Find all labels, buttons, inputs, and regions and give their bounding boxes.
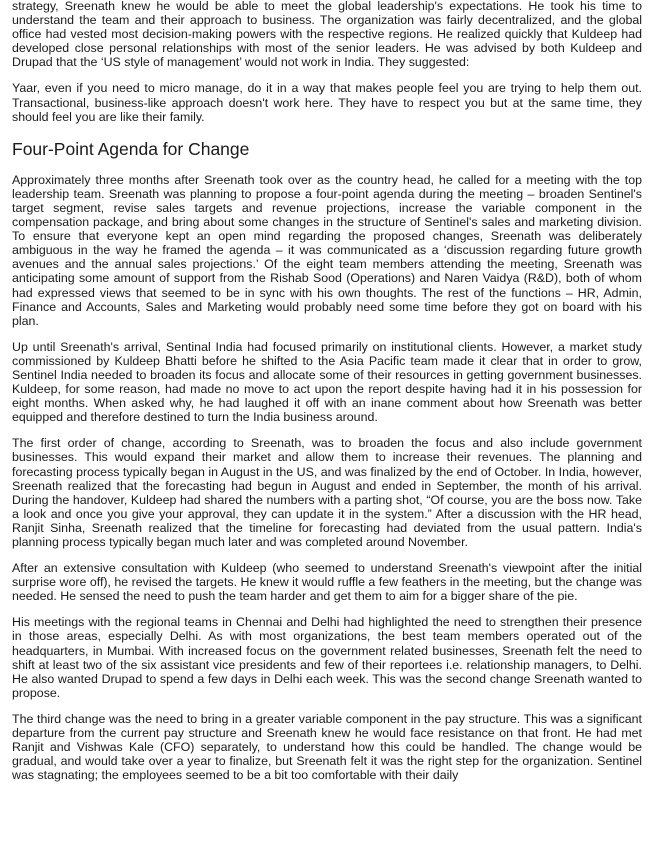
paragraph-clients: Up until Sreenath's arrival, Sentinal India had focused primarily on institutional clients. However, a market study commissioned by Kuldeep Bhatti before he shifted to the Asia Pacific team made it clear that in order to grow, Sentinel India needed to broaden its focus and allocate some of their resources in getting government businesses. Kuldeep, for some reason, had made no move to act upon the report despite having had it in his possession for eight months. When asked why, he had laughed it off with an inane comment about how Sreenath was better equipped and therefore destined to turn the India business around.: [12, 339, 642, 425]
paragraph-targets: After an extensive consultation with Kuldeep (who seemed to understand Sreenath's viewpoint after the initial surprise wore off), he revised the targets. He knew it would ruffle a few feathers in the meeting, but the change was needed. He sensed the need to push the team harder and get them to aim for a bigger share of the pie.: [12, 561, 642, 604]
document-page: [12, 0, 642, 794]
paragraph-strategy: strategy, Sreenath knew he would be able to meet the global leadership's expectations. He took his time to understand the team and their approach to business. The organization was fairly decentralized, and the global office had vested most decision-making powers with the respective regions. He realized quickly that Kuldeep had developed close personal relationships with most of the senior leaders. He was advised by both Kuldeep and Drupad that the ‘US style of management’ would not work in India. They suggested:: [12, 0, 642, 70]
paragraph-third-change: The third change was the need to bring in a greater variable component in the pay structure. This was a significant departure from the current pay structure and Sreenath knew he would face resistance on that front. He had met Ranjit and Vishwas Kale (CFO) separately, to understand how this could be handled. The change would be gradual, and would take over a year to finalize, but Sreenath felt it was the right step for the organization. Sentinel was stagnating; the employees seemed to be a bit too comfortable with their daily: [12, 711, 642, 783]
paragraph-first-change: The first order of change, according to Sreenath, was to broaden the focus and also include government businesses. This would expand their market and allow them to increase their revenues. The planning and forecasting process typically began in August in the US, and was finalized by the end of October. In India, however, Sreenath realized that the forecasting had begun in August and ended in September, the month of his arrival. During the handover, Kuldeep had shared the numbers with a parting shot, “Of course, you are the boss now. Take a look and once you give your approval, they can update it in the system.” After a discussion with the HR head, Ranjit Sinha, Sreenath realized that the timeline for forecasting had deviated from the usual pattern. India's planning process typically began much later and was completed around November.: [12, 436, 642, 549]
paragraph-regional: His meetings with the regional teams in Chennai and Delhi had highlighted the need to strengthen their presence in those areas, especially Delhi. As with most organizations, the best team members operated out of the headquarters, in Mumbai. With increased focus on the government related businesses, Sreenath felt the need to shift at least two of the six assistant vice presidents and few of their reportees i.e. relationship managers, to Delhi. He also wanted Drupad to spend a few days in Delhi each week. This was the second change Sreenath wanted to propose.: [12, 615, 642, 700]
paragraph-quote: Yaar, even if you need to micro manage, do it in a way that makes people feel you are trying to help them out. Transactional, business-like approach doesn't work here. They have to respect you but at the same time, they should feel you are like their family.: [12, 81, 642, 124]
paragraph-agenda: Approximately three months after Sreenath took over as the country head, he called for a meeting with the top leadership team. Sreenath was planning to propose a four-point agenda during the meeting – broaden Sentinel's target segment, revise sales targets and revenue projections, increase the variable component in the compensation package, and bring about some changes in the structure of Sentinel's sales and marketing division. To ensure that everyone kept an open mind regarding the proposed changes, Sreenath was deliberately ambiguous in the way he framed the agenda – it was communicated as a ‘discussion regarding future growth avenues and the annual sales projections.’ Of the eight team members attending the meeting, Sreenath was anticipating some amount of support from the Rishab Sood (Operations) and Naren Vaidya (R&D), both of whom had expressed views that seemed to be in sync with his own thoughts. The rest of the functions – HR, Admin, Finance and Accounts, Sales and Marketing would probably need some time before they got on board with his plan.: [12, 172, 642, 328]
section-heading: Four-Point Agenda for Change: [12, 138, 250, 159]
